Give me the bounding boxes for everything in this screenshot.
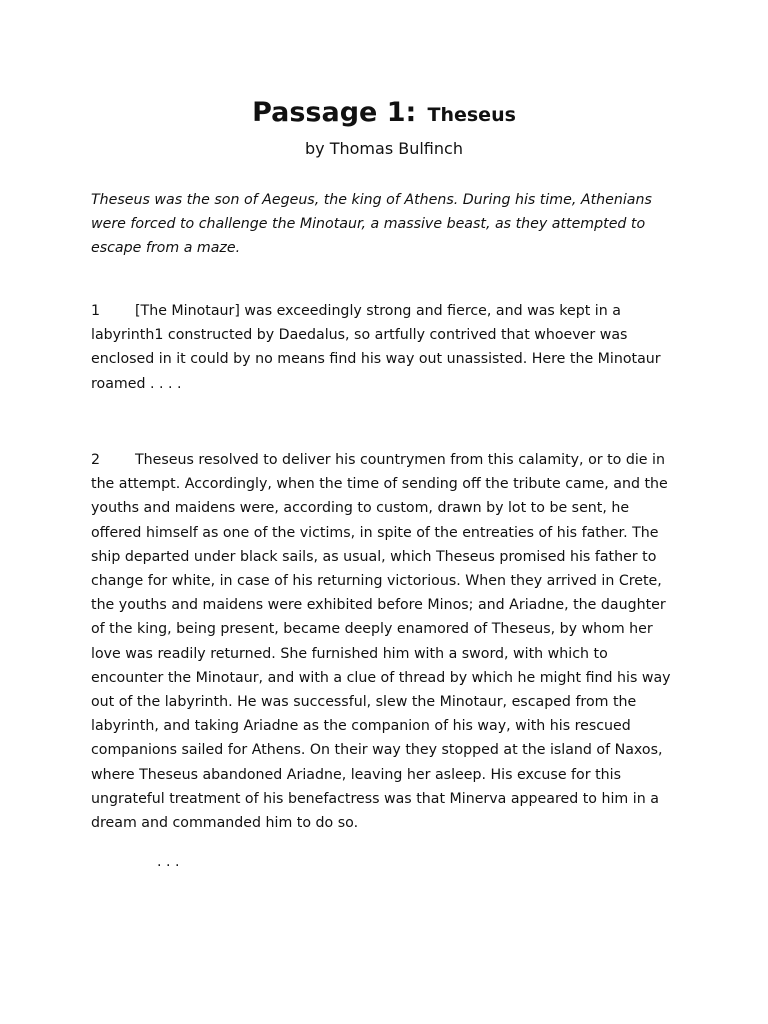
title-block (0, 92, 768, 161)
ellipsis: . . . (157, 854, 180, 870)
paragraph-number: 1 (91, 303, 101, 319)
passage-title-sub: Theseus (427, 104, 516, 126)
paragraph-1 (91, 299, 677, 396)
intro-paragraph: Theseus was the son of Aegeus, the king of Athens. During his time, Athenians were forced to challenge the Minotaur, a massive beast, as they attempted to escape from a maze. (91, 192, 652, 257)
paragraph-text: [The Minotaur] was exceedingly strong and fierce, and was kept in a labyrinth1 constructed by Daedalus, so artfully contrived that whoever was enclosed in it could by no means find his way out unassisted. Here the Minotaur roamed . . . . (91, 303, 661, 392)
paragraph-number: 2 (91, 452, 101, 468)
paragraph-2 (91, 448, 677, 835)
passage-title (0, 92, 768, 133)
byline: by Thomas Bulfinch (305, 139, 463, 158)
paragraph-text: Theseus resolved to deliver his countrymen from this calamity, or to die in the attempt. Accordingly, when the time of sending off the tribute came, and the youths and maidens were, according to custom, drawn by lot to be sent, he offered himself as one of the victims, in spite of the entreaties of his father. The ship departed under black sails, as usual, which Theseus promised his father to change for white, in case of his returning victorious. When they arrived in Crete, the youths and maidens were exhibited before Minos; and Ariadne, the daughter of the king, being present, became deeply enamored of Theseus, by whom her love was readily returned. She furnished him with a sword, with which to encounter the Minotaur, and with a clue of thread by which he might find his way out of the labyrinth. He was successful, slew the Minotaur, escaped from the labyrinth, and taking Ariadne as the companion of his way, with his rescued companions sailed for Athens. On their way they stopped at the island of Naxos, where Theseus abandoned Ariadne, leaving her asleep. His excuse for this ungrateful treatment of his benefactress was that Minerva appeared to him in a dream and commanded him to do so. (91, 452, 671, 832)
passage-title-main: Passage 1: (252, 97, 417, 128)
